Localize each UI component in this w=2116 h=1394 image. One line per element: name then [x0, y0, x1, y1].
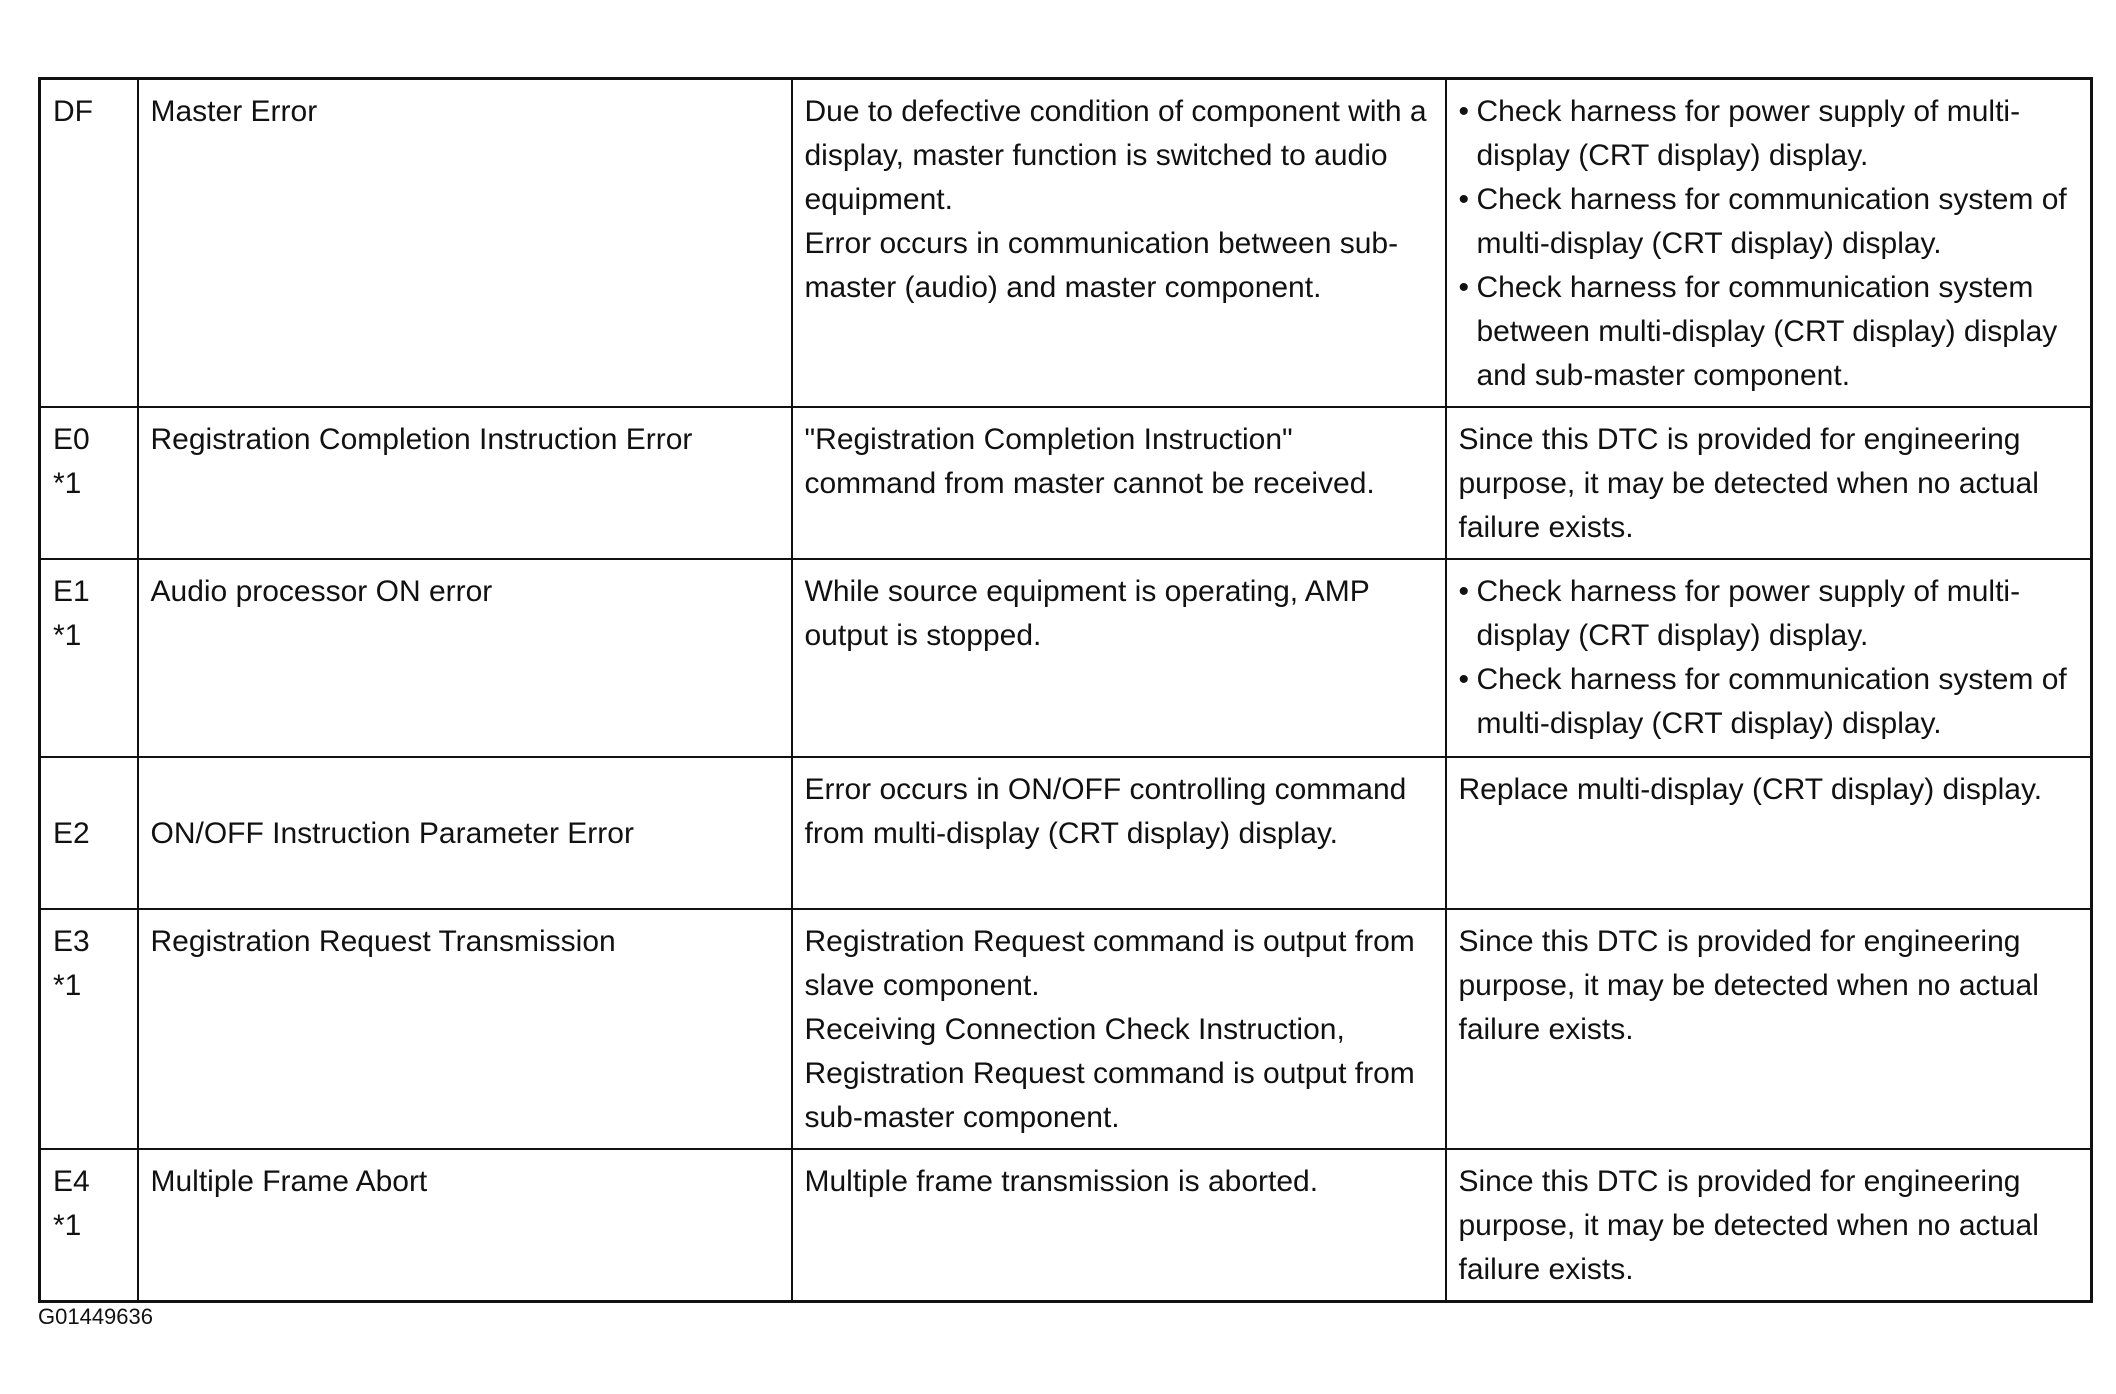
detection-item: ON/OFF Instruction Parameter Error — [150, 817, 634, 850]
detection-item: Master Error — [150, 95, 318, 128]
detection-item: Registration Request Transmission — [150, 925, 616, 958]
trouble-condition: Error occurs in ON/OFF controlling command from multi-display (CRT display) display. — [804, 773, 1407, 850]
dtc-code: E1 — [53, 575, 90, 608]
detection-item-cell — [138, 79, 792, 408]
trouble-condition: While source equipment is operating, AMP output is stopped. — [804, 575, 1370, 652]
detection-item-cell — [138, 407, 792, 559]
dtc-code: E2 — [53, 817, 90, 850]
trouble-area-text: Since this DTC is provided for engineering purpose, it may be detected when no actual failure exists. — [1458, 423, 2039, 544]
trouble-condition-cell — [792, 79, 1446, 408]
trouble-area-cell — [1446, 909, 2092, 1149]
trouble-condition: "Registration Completion Instruction" command from master cannot be received. — [804, 423, 1375, 500]
trouble-condition-cell — [792, 559, 1446, 757]
table-row — [40, 757, 2092, 909]
table-row — [40, 407, 2092, 559]
detection-item-cell — [138, 559, 792, 757]
trouble-condition-cell — [792, 1149, 1446, 1302]
detection-item-cell — [138, 1149, 792, 1302]
trouble-area-bullet: • Check harness for communication system of multi-display (CRT display) display. — [1459, 658, 2077, 746]
table-row — [40, 559, 2092, 757]
trouble-condition: Error occurs in communication between sub-master (audio) and master component. — [804, 227, 1399, 304]
trouble-condition: Registration Request command is output from slave component. — [804, 925, 1415, 1002]
detection-item: Registration Completion Instruction Error — [150, 423, 693, 456]
trouble-area-text: Since this DTC is provided for engineering purpose, it may be detected when no actual failure exists. — [1458, 925, 2039, 1046]
dtc-code-cell — [40, 407, 138, 559]
trouble-area-bullet: • Check harness for communication system of multi-display (CRT display) display. — [1459, 178, 2077, 266]
dtc-code-cell — [40, 1149, 138, 1302]
trouble-area-cell — [1446, 407, 2092, 559]
trouble-area-text: Replace multi-display (CRT display) display. — [1458, 773, 2043, 806]
detection-item-cell — [138, 757, 792, 909]
table-row — [40, 909, 2092, 1149]
trouble-condition: Receiving Connection Check Instruction, Registration Request command is output from sub-master component. — [804, 1013, 1415, 1134]
trouble-area-cell — [1446, 1149, 2092, 1302]
table-row — [40, 1149, 2092, 1302]
dtc-code: E3 — [53, 925, 90, 958]
dtc-footnote-mark: *1 — [53, 467, 82, 500]
detection-item: Multiple Frame Abort — [150, 1165, 428, 1198]
dtc-code: E4 — [53, 1165, 90, 1198]
trouble-area-cell — [1446, 757, 2092, 909]
trouble-area-bullet: • Check harness for power supply of multi-display (CRT display) display. — [1459, 570, 2077, 658]
dtc-code-cell — [40, 559, 138, 757]
trouble-area-text: Since this DTC is provided for engineering purpose, it may be detected when no actual failure exists. — [1458, 1165, 2039, 1286]
trouble-area-bullet: • Check harness for power supply of multi-display (CRT display) display. — [1459, 90, 2077, 178]
dtc-code: E0 — [53, 423, 90, 456]
table-row — [40, 79, 2092, 408]
figure-id: G01449636 — [38, 1304, 153, 1329]
trouble-area-cell — [1446, 559, 2092, 757]
dtc-footnote-mark: *1 — [53, 969, 82, 1002]
detection-item-cell — [138, 909, 792, 1149]
detection-item: Audio processor ON error — [150, 575, 493, 608]
trouble-area-cell — [1446, 79, 2092, 408]
trouble-condition-cell — [792, 757, 1446, 909]
trouble-area-bullet: • Check harness for communication system between multi-display (CRT display) display and sub-master component. — [1459, 266, 2077, 398]
dtc-code-cell — [40, 909, 138, 1149]
dtc-code: DF — [53, 95, 93, 128]
dtc-table — [38, 77, 2093, 1303]
dtc-footnote-mark: *1 — [53, 619, 82, 652]
trouble-condition-cell — [792, 909, 1446, 1149]
dtc-code-cell — [40, 757, 138, 909]
trouble-condition: Due to defective condition of component with a display, master function is switched to audio equipment. — [804, 95, 1427, 216]
trouble-condition-cell — [792, 407, 1446, 559]
dtc-footnote-mark: *1 — [53, 1209, 82, 1242]
trouble-condition: Multiple frame transmission is aborted. — [804, 1165, 1319, 1198]
dtc-code-cell — [40, 79, 138, 408]
